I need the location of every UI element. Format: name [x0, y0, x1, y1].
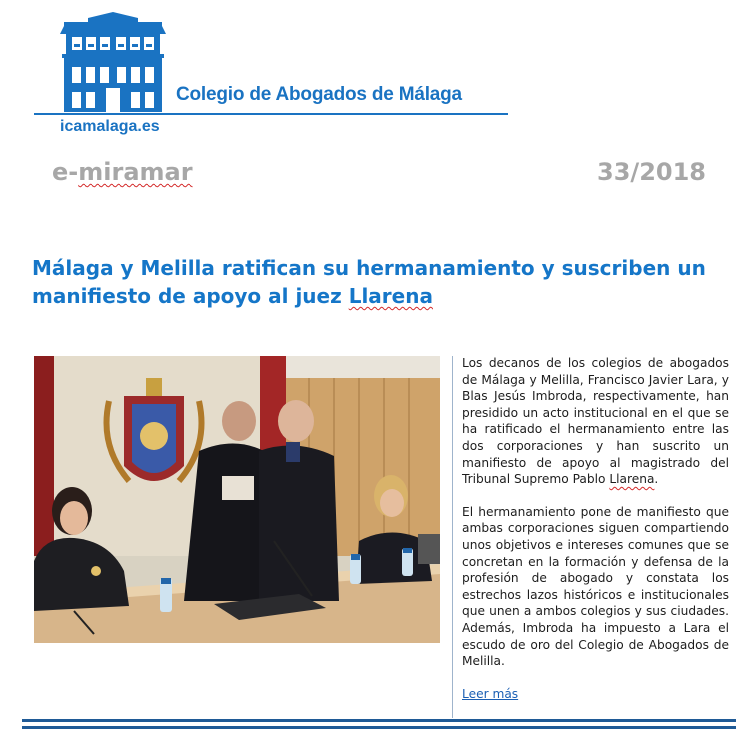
article-body: [462, 355, 729, 702]
newsletter-name-main: miramar: [78, 158, 193, 186]
article-title[interactable]: [32, 254, 742, 310]
building-logo-icon: [60, 12, 166, 112]
issue-number: 33/2018: [597, 158, 706, 186]
article-paragraph-1: [462, 355, 729, 488]
footer-rule-top: [22, 719, 736, 722]
logo-divider: [34, 113, 508, 115]
article-title-name: Llarena: [348, 284, 433, 308]
column-divider: [452, 356, 453, 718]
ceremony-photo[interactable]: [34, 356, 440, 643]
newsletter-name: [52, 158, 193, 186]
article-paragraph-1-name: Llarena: [609, 472, 655, 487]
footer-rule-bottom: [22, 726, 736, 729]
article-paragraph-1-text: Los decanos de los colegios de abogados de Málaga y Melilla, Francisco Javier Lara, y Blas Jesús Imbroda, respectivamente, han presidido un acto institucional en el que se ha ratificado el hermanamiento entre las dos corporaciones y han suscrito un manifiesto de apoyo al magistrado del Tribunal Supremo Pablo: [462, 356, 729, 487]
article-paragraph-2: El hermanamiento pone de manifiesto que ambas corporaciones siguen compartiendo unos objetivos e intereses comunes que se concretan en la formación y defensa de la profesión de abogado y constata los estrechos lazos históricos e institucionales que unen a ambos colegios y sus ciudades. Además, Imbroda ha impuesto a Lara el escudo de oro del Colegio de Abogados de Melilla.: [462, 504, 729, 669]
site-link[interactable]: icamalaga.es: [60, 118, 160, 135]
newsletter-name-prefix: e-: [52, 158, 79, 186]
org-name: Colegio de Abogados de Málaga: [176, 84, 462, 105]
read-more-link[interactable]: Leer más: [462, 686, 519, 701]
article-title-main: Málaga y Melilla ratifican su hermanamiento y suscriben un manifiesto de apoyo al juez: [32, 256, 706, 308]
article-paragraph-1-end: .: [654, 472, 659, 487]
